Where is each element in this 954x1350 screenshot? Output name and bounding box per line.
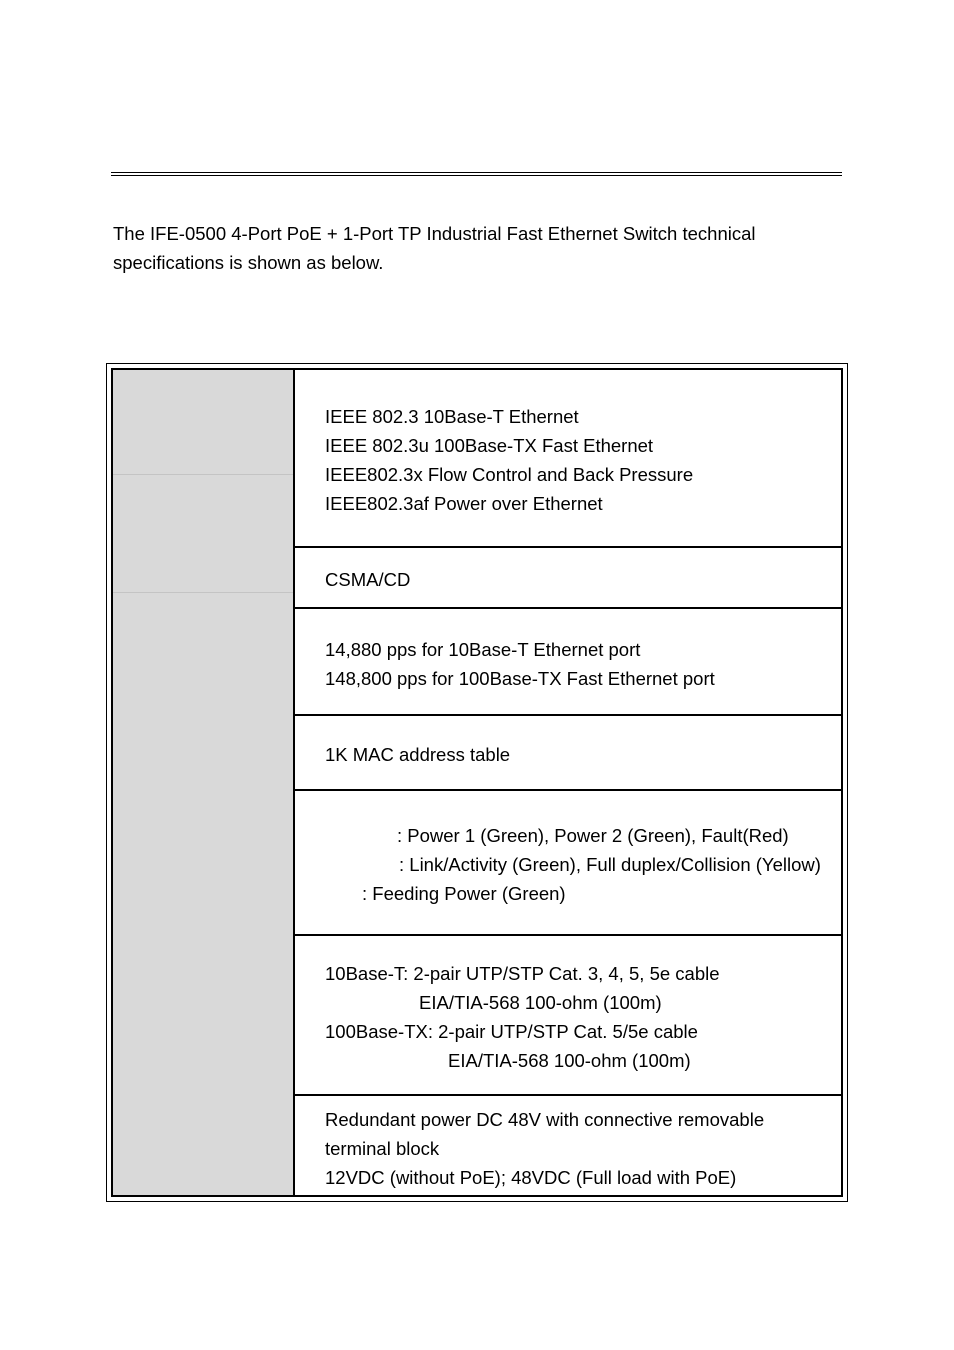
spec-label-column <box>113 370 293 1195</box>
value-line: CSMA/CD <box>325 569 411 590</box>
spec-value-protocol <box>325 565 410 594</box>
label-separator <box>113 474 293 475</box>
value-line: 100Base-TX: 2-pair UTP/STP Cat. 5/5e cable <box>325 1021 698 1042</box>
value-line: IEEE802.3af Power over Ethernet <box>325 493 603 514</box>
label-separator <box>113 592 293 593</box>
spec-table <box>106 363 848 1202</box>
value-line: 12VDC (without PoE); 48VDC (Full load with PoE) <box>325 1167 737 1188</box>
value-line: EIA/TIA-568 100-ohm (100m) <box>419 992 662 1013</box>
intro-line-1: The IFE-0500 4-Port PoE + 1-Port TP Industrial Fast Ethernet Switch technical <box>113 223 756 244</box>
value-line: Redundant power DC 48V with connective removable <box>325 1109 765 1130</box>
spec-value-cabling <box>325 959 720 1075</box>
row-divider <box>295 934 841 936</box>
spec-value-standards <box>325 402 693 518</box>
value-line: IEEE 802.3 10Base-T Ethernet <box>325 406 579 427</box>
row-divider <box>295 546 841 548</box>
row-divider <box>295 789 841 791</box>
spec-value-mac-table <box>325 740 510 769</box>
spec-value-led <box>325 821 821 908</box>
intro-paragraph <box>113 219 813 277</box>
value-line: IEEE802.3x Flow Control and Back Pressure <box>325 464 694 485</box>
value-line: 148,800 pps for 100Base-TX Fast Ethernet port <box>325 668 715 689</box>
value-line: : Link/Activity (Green), Full duplex/Collision (Yellow) <box>399 854 821 875</box>
column-divider <box>293 370 295 1195</box>
row-divider <box>295 607 841 609</box>
value-line: : Power 1 (Green), Power 2 (Green), Fault(Red) <box>397 825 789 846</box>
value-line: 10Base-T: 2-pair UTP/STP Cat. 3, 4, 5, 5e cable <box>325 963 720 984</box>
row-divider <box>295 1094 841 1096</box>
row-divider <box>295 714 841 716</box>
header-rule-bottom <box>111 175 842 176</box>
header-rule-top <box>111 172 842 173</box>
value-line: 1K MAC address table <box>325 744 511 765</box>
value-line: terminal block <box>325 1138 440 1159</box>
value-line: : Feeding Power (Green) <box>362 883 566 904</box>
spec-value-power <box>325 1105 764 1192</box>
value-line: EIA/TIA-568 100-ohm (100m) <box>448 1050 691 1071</box>
spec-table-inner <box>111 368 843 1197</box>
intro-line-2: specifications is shown as below. <box>113 252 384 273</box>
value-line: 14,880 pps for 10Base-T Ethernet port <box>325 639 641 660</box>
value-line: IEEE 802.3u 100Base-TX Fast Ethernet <box>325 435 654 456</box>
spec-value-filtering-rate <box>325 635 715 693</box>
